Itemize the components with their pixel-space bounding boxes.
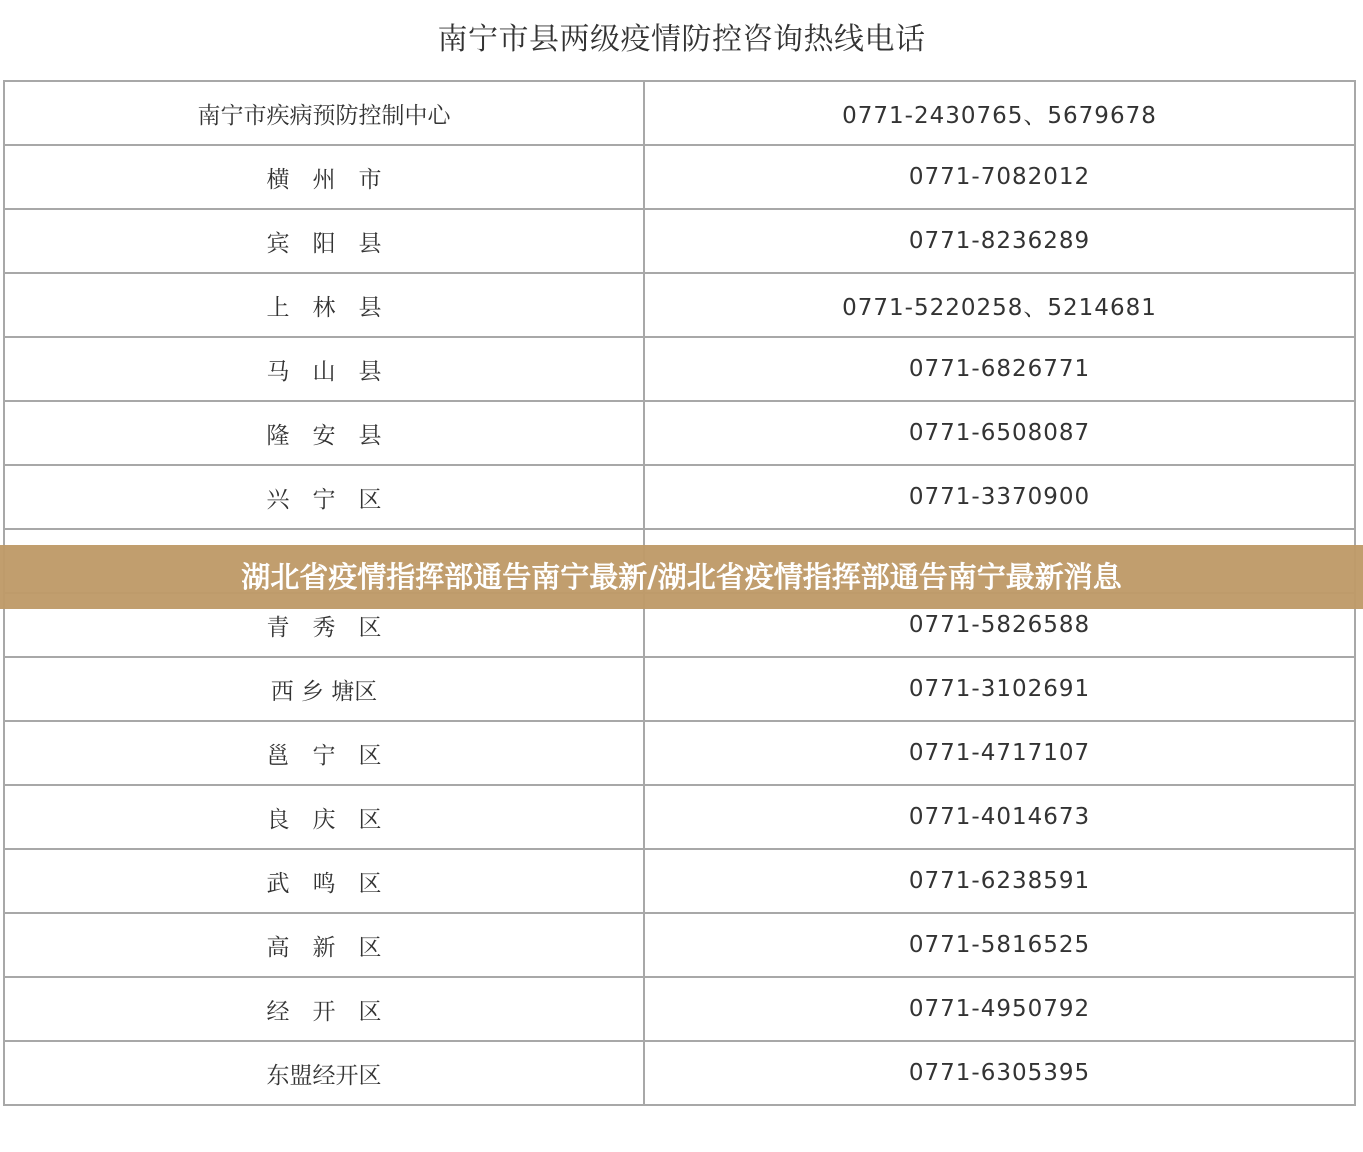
phone-number-cell: 0771-5826588 bbox=[644, 593, 1355, 657]
phone-number-cell: 0771-6305395 bbox=[644, 1041, 1355, 1105]
table-row bbox=[4, 1041, 1355, 1105]
table-row bbox=[4, 337, 1355, 401]
region-name-cell: 宾 阳 县 bbox=[4, 209, 644, 273]
region-name-cell: 兴 宁 区 bbox=[4, 465, 644, 529]
phone-number-cell: 0771-6826771 bbox=[644, 337, 1355, 401]
table-row bbox=[4, 849, 1355, 913]
region-name-cell: 良 庆 区 bbox=[4, 785, 644, 849]
table-row bbox=[4, 209, 1355, 273]
table-row bbox=[4, 145, 1355, 209]
phone-number-cell: 0771-5816525 bbox=[644, 913, 1355, 977]
region-name-cell: 经 开 区 bbox=[4, 977, 644, 1041]
table-row bbox=[4, 657, 1355, 721]
phone-number-cell: 0771-3370900 bbox=[644, 465, 1355, 529]
phone-number-cell: 0771-2430765、5679678 bbox=[644, 81, 1355, 145]
region-name-cell: 南宁市疾病预防控制中心 bbox=[4, 81, 644, 145]
phone-number-cell: 0771-5220258、5214681 bbox=[644, 273, 1355, 337]
table-row bbox=[4, 273, 1355, 337]
table-row bbox=[4, 977, 1355, 1041]
region-name-cell: 武 鸣 区 bbox=[4, 849, 644, 913]
region-name-cell: 马 山 县 bbox=[4, 337, 644, 401]
region-name-cell: 邕 宁 区 bbox=[4, 721, 644, 785]
phone-number-cell: 0771-4950792 bbox=[644, 977, 1355, 1041]
phone-number-cell: 0771-3102691 bbox=[644, 657, 1355, 721]
headline-banner: 湖北省疫情指挥部通告南宁最新/湖北省疫情指挥部通告南宁最新消息 bbox=[0, 545, 1363, 609]
phone-number-cell: 0771-6238591 bbox=[644, 849, 1355, 913]
region-name-cell: 横 州 市 bbox=[4, 145, 644, 209]
region-name-cell: 隆 安 县 bbox=[4, 401, 644, 465]
table-row bbox=[4, 913, 1355, 977]
region-name-cell: 西 乡 塘区 bbox=[4, 657, 644, 721]
phone-number-cell: 0771-8236289 bbox=[644, 209, 1355, 273]
phone-number-cell: 0771-4717107 bbox=[644, 721, 1355, 785]
phone-number-cell: 0771-6508087 bbox=[644, 401, 1355, 465]
phone-number-cell: 0771-7082012 bbox=[644, 145, 1355, 209]
phone-number-cell: 0771-4014673 bbox=[644, 785, 1355, 849]
region-name-cell: 高 新 区 bbox=[4, 913, 644, 977]
region-name-cell: 青 秀 区 bbox=[4, 593, 644, 657]
table-row bbox=[4, 401, 1355, 465]
region-name-cell: 东盟经开区 bbox=[4, 1041, 644, 1105]
table-row bbox=[4, 465, 1355, 529]
table-row bbox=[4, 785, 1355, 849]
table-row bbox=[4, 721, 1355, 785]
page-title: 南宁市县两级疫情防控咨询热线电话 bbox=[437, 22, 926, 57]
table-row bbox=[4, 81, 1355, 145]
region-name-cell: 上 林 县 bbox=[4, 273, 644, 337]
